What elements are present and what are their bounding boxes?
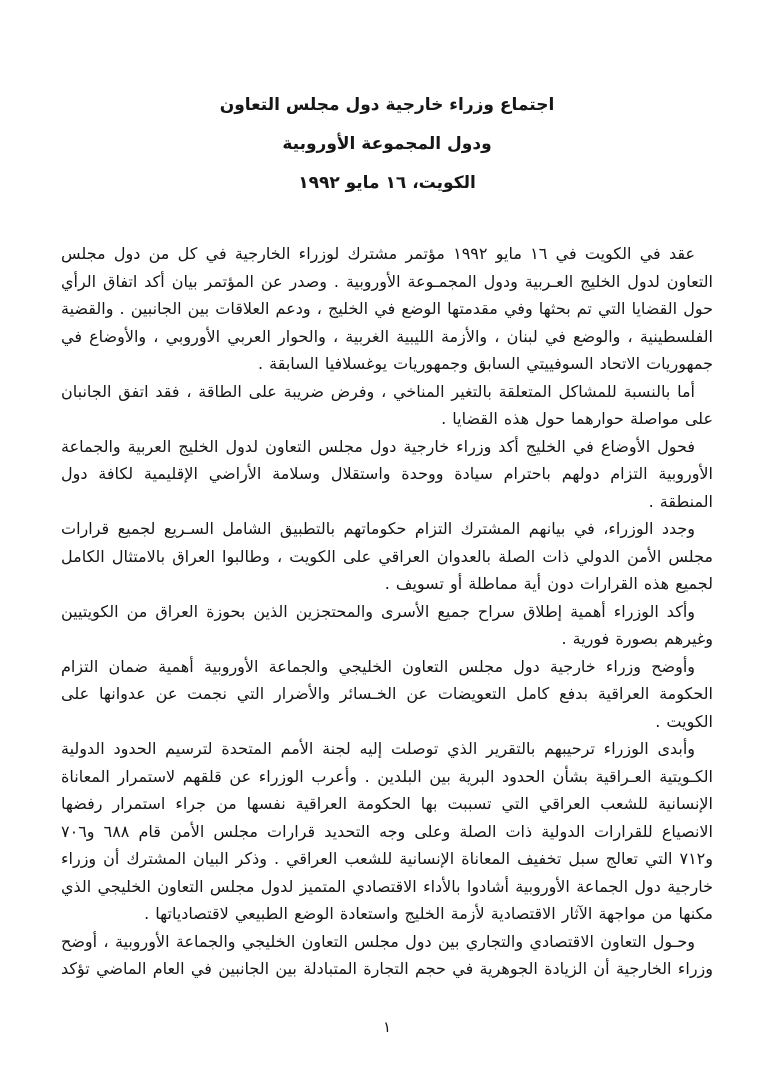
paragraph: فحول الأوضاع في الخليج أكد وزراء خارجية دول مجلس التعاون لدول الخليج العربية والجماعة الأوروبية التزام دولهم باحترام سيادة ووحدة واستقلال وسلامة الأراضي الإقليمية لكافة دول المنطقة .: [61, 436, 713, 511]
title-line-parties: ودول المجموعة الأوروبية: [282, 134, 492, 154]
paragraph: وأوضح وزراء خارجية دول مجلس التعاون الخليجي والجماعة الأوروبية أهمية ضمان التزام الحكومة العراقية بدفع كامل التعويضات عن الخـسائر والأضرار التي نجمت عن عدوانها على الكويت .: [61, 656, 713, 731]
paragraph: وأبدى الوزراء ترحيبهم بالتقرير الذي توصلت إليه لجنة الأمم المتحدة لترسيم الحدود الدولية الكـويتية العـراقية بشأن الحدود البرية بين البلدين . وأعرب الوزراء عن قلقهم لاستمرار المعاناة الإنسانية للشعب العراقي التي تسببت بها الحكومة العراقية نفسها من جراء استمرار رفضها الانصياع للقرارات الدولية ذات الصلة وعلى وجه التحديد قرارات مجلس الأمن قام ٦٨٨ و٧٠٦ و٧١٢ التي تعالج سبل تخفيف المعاناة الإنسانية للشعب العراقي . وذكر البيان المشترك أن وزراء خارجية دول الجماعة الأوروبية أشادوا بالأداء الاقتصادي المتميز لدول مجلس التعاون الخليجي الذي مكنها من مواجهة الآثار الاقتصادية لأزمة الخليج واستعادة الوضع الطبيعي لاقتصادياتها .: [61, 739, 713, 923]
paragraph: وأكد الوزراء أهمية إطلاق سراح جميع الأسرى والمحتجزين الذين بحوزة العراق من الكويتيين وغيرهم بصورة فورية .: [61, 601, 713, 648]
paragraph: وحـول التعاون الاقتصادي والتجاري بين دول مجلس التعاون الخليجي والجماعة الأوروبية ، أوضح وزراء الخارجية أن الزيادة الجوهرية في حجم التجارة المتبادلة بين الجانبين في العام الماضي تؤكد: [61, 931, 713, 978]
paragraph: وجدد الوزراء، في بيانهم المشترك التزام حكوماتهم بالتطبيق الشامل السـريع لجميع قرارات مجلس الأمن الدولي ذات الصلة بالعدوان العراقي على الكويت ، وطالبوا العراق بالامتثال الكامل لجميع هذه القرارات دون أية مماطلة أو تسويف .: [61, 519, 713, 593]
title-line-meeting: اجتماع وزراء خارجية دول مجلس التعاون: [219, 95, 555, 115]
paragraph: أما بالنسبة للمشاكل المتعلقة بالتغير المناخي ، وفرض ضريبة على الطاقة ، فقد اتفق الجانبان على مواصلة حوارهما حول هذه القضايا .: [61, 381, 713, 428]
page-number: ١: [382, 1018, 392, 1036]
document-body: [61, 240, 713, 983]
title-line-date-location: الكويت، ١٦ مايو ١٩٩٢: [298, 173, 476, 193]
paragraph: عقد في الكويت في ١٦ مايو ١٩٩٢ مؤتمر مشترك لوزراء الخارجية في كل من دول مجلس التعاون لدول الخليج العـربية ودول المجمـوعة الأوروبية . وصدر عن المؤتمر بيان أكد اتفاق الرأي حول القضايا التي تم بحثها وفي مقدمتها الوضع في الخليج ، ودعم العلاقات بين الجانبين . والقضية الفلسطينية ، والوضع في لبنان ، والأزمة الليبية الغربية ، والحوار العربي الأوروبي ، والأوضاع في جمهوريات الاتحاد السوفييتي السابق وجمهوريات يوغسلافيا السابقة .: [61, 244, 713, 373]
document-title: [0, 86, 774, 203]
